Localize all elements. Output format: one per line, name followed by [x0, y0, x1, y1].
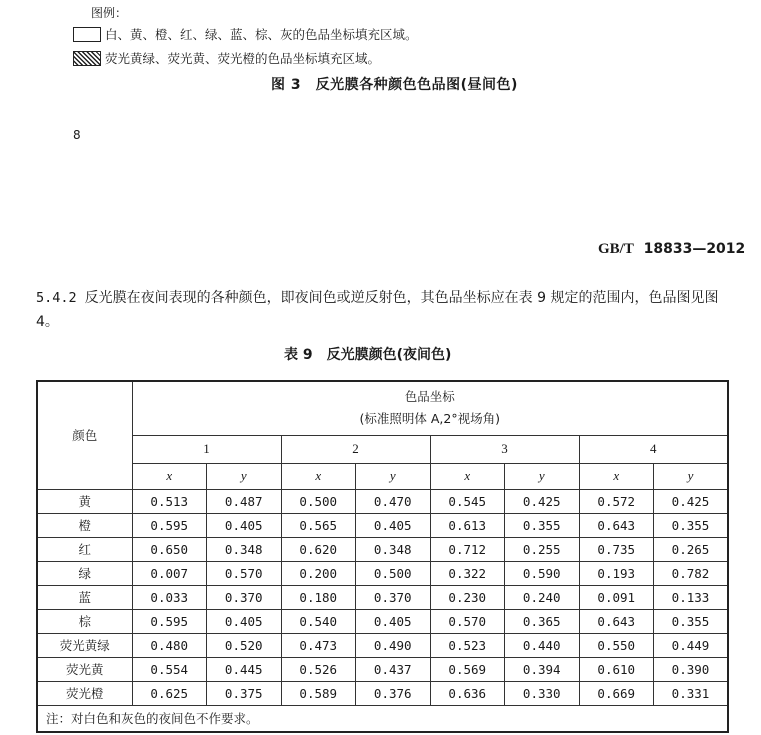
- value-cell: 0.348: [356, 537, 431, 561]
- value-cell: 0.572: [579, 489, 654, 513]
- color-cell: 荧光黄: [37, 657, 132, 681]
- value-cell: 0.636: [430, 681, 505, 705]
- value-cell: 0.782: [654, 561, 729, 585]
- value-cell: 0.355: [654, 513, 729, 537]
- value-cell: 0.322: [430, 561, 505, 585]
- table-caption: 表 9 反光膜颜色(夜间色): [284, 347, 452, 363]
- header-axis: x: [281, 463, 356, 489]
- value-cell: 0.595: [132, 513, 207, 537]
- standard-prefix: GB/T: [598, 241, 634, 257]
- legend-label: 白、黄、橙、红、绿、蓝、棕、灰的色品坐标填充区域。: [105, 27, 418, 42]
- value-cell: 0.643: [579, 513, 654, 537]
- value-cell: 0.500: [281, 489, 356, 513]
- value-cell: 0.480: [132, 633, 207, 657]
- header-color: 颜色: [37, 381, 132, 489]
- color-cell: 红: [37, 537, 132, 561]
- value-cell: 0.554: [132, 657, 207, 681]
- color-cell: 荧光黄绿: [37, 633, 132, 657]
- value-cell: 0.490: [356, 633, 431, 657]
- value-cell: 0.590: [505, 561, 580, 585]
- value-cell: 0.007: [132, 561, 207, 585]
- value-cell: 0.133: [654, 585, 729, 609]
- table-row: [37, 609, 728, 633]
- legend-item-fluorescent-colors: [73, 49, 380, 67]
- value-cell: 0.613: [430, 513, 505, 537]
- value-cell: 0.180: [281, 585, 356, 609]
- value-cell: 0.620: [281, 537, 356, 561]
- value-cell: 0.425: [654, 489, 729, 513]
- table-row: [37, 633, 728, 657]
- value-cell: 0.470: [356, 489, 431, 513]
- value-cell: 0.625: [132, 681, 207, 705]
- header-axis: y: [207, 463, 282, 489]
- value-cell: 0.513: [132, 489, 207, 513]
- value-cell: 0.200: [281, 561, 356, 585]
- section-text: 反光膜在夜间表现的各种颜色，即夜间色或逆反射色，其色品坐标应在表 9 规定的范围内，色品图见图 4。: [36, 290, 719, 330]
- table-row: [37, 657, 728, 681]
- value-cell: 0.375: [207, 681, 282, 705]
- header-axis: x: [430, 463, 505, 489]
- value-cell: 0.526: [281, 657, 356, 681]
- value-cell: 0.735: [579, 537, 654, 561]
- value-cell: 0.545: [430, 489, 505, 513]
- header-axis: y: [505, 463, 580, 489]
- value-cell: 0.570: [430, 609, 505, 633]
- hatched-box-icon: [73, 51, 101, 66]
- header-axis: x: [579, 463, 654, 489]
- value-cell: 0.643: [579, 609, 654, 633]
- value-cell: 0.405: [356, 513, 431, 537]
- value-cell: 0.487: [207, 489, 282, 513]
- header-axis: x: [132, 463, 207, 489]
- table-row: [37, 513, 728, 537]
- value-cell: 0.193: [579, 561, 654, 585]
- value-cell: 0.440: [505, 633, 580, 657]
- page-number: 8: [73, 128, 81, 142]
- value-cell: 0.610: [579, 657, 654, 681]
- legend-label: 荧光黄绿、荧光黄、荧光橙的色品坐标填充区域。: [105, 51, 381, 66]
- value-cell: 0.265: [654, 537, 729, 561]
- color-cell: 黄: [37, 489, 132, 513]
- value-cell: 0.091: [579, 585, 654, 609]
- color-cell: 蓝: [37, 585, 132, 609]
- value-cell: 0.595: [132, 609, 207, 633]
- value-cell: 0.445: [207, 657, 282, 681]
- chromaticity-table: [36, 380, 729, 733]
- header-axis: y: [654, 463, 729, 489]
- value-cell: 0.255: [505, 537, 580, 561]
- section-paragraph: [36, 286, 736, 334]
- value-cell: 0.650: [132, 537, 207, 561]
- legend-item-standard-colors: [73, 25, 418, 43]
- value-cell: 0.394: [505, 657, 580, 681]
- value-cell: 0.589: [281, 681, 356, 705]
- value-cell: 0.520: [207, 633, 282, 657]
- value-cell: 0.565: [281, 513, 356, 537]
- header-chromaticity-title: 色品坐标: [404, 389, 455, 405]
- color-cell: 棕: [37, 609, 132, 633]
- standard-code: [598, 241, 745, 258]
- value-cell: 0.550: [579, 633, 654, 657]
- value-cell: 0.712: [430, 537, 505, 561]
- value-cell: 0.569: [430, 657, 505, 681]
- table-row: [37, 537, 728, 561]
- header-point: 1: [132, 435, 281, 463]
- blank-box-icon: [73, 27, 101, 42]
- table-row: [37, 585, 728, 609]
- header-point: 2: [281, 435, 430, 463]
- value-cell: 0.570: [207, 561, 282, 585]
- value-cell: 0.449: [654, 633, 729, 657]
- value-cell: 0.473: [281, 633, 356, 657]
- value-cell: 0.669: [579, 681, 654, 705]
- value-cell: 0.540: [281, 609, 356, 633]
- color-cell: 橙: [37, 513, 132, 537]
- value-cell: 0.405: [356, 609, 431, 633]
- header-chromaticity-subtitle: (标准照明体 A,2°视场角): [359, 411, 500, 427]
- value-cell: 0.370: [207, 585, 282, 609]
- value-cell: 0.331: [654, 681, 729, 705]
- header-point: 3: [430, 435, 579, 463]
- table-row: [37, 489, 728, 513]
- table-row: [37, 561, 728, 585]
- standard-number: 18833—2012: [643, 241, 746, 257]
- header-point: 4: [579, 435, 728, 463]
- color-cell: 绿: [37, 561, 132, 585]
- color-cell: 荧光橙: [37, 681, 132, 705]
- value-cell: 0.355: [505, 513, 580, 537]
- value-cell: 0.330: [505, 681, 580, 705]
- value-cell: 0.348: [207, 537, 282, 561]
- value-cell: 0.365: [505, 609, 580, 633]
- table-row: [37, 681, 728, 705]
- value-cell: 0.390: [654, 657, 729, 681]
- figure-caption: 图 3 反光膜各种颜色色品图(昼间色): [271, 77, 518, 93]
- value-cell: 0.370: [356, 585, 431, 609]
- value-cell: 0.437: [356, 657, 431, 681]
- value-cell: 0.230: [430, 585, 505, 609]
- value-cell: 0.425: [505, 489, 580, 513]
- value-cell: 0.376: [356, 681, 431, 705]
- value-cell: 0.355: [654, 609, 729, 633]
- section-number: 5.4.2: [36, 290, 77, 306]
- value-cell: 0.240: [505, 585, 580, 609]
- value-cell: 0.523: [430, 633, 505, 657]
- value-cell: 0.405: [207, 513, 282, 537]
- header-chromaticity: [132, 381, 728, 435]
- value-cell: 0.033: [132, 585, 207, 609]
- legend-title: 图例：: [91, 6, 128, 20]
- table-note: 注：对白色和灰色的夜间色不作要求。: [37, 705, 728, 732]
- header-axis: y: [356, 463, 431, 489]
- value-cell: 0.500: [356, 561, 431, 585]
- value-cell: 0.405: [207, 609, 282, 633]
